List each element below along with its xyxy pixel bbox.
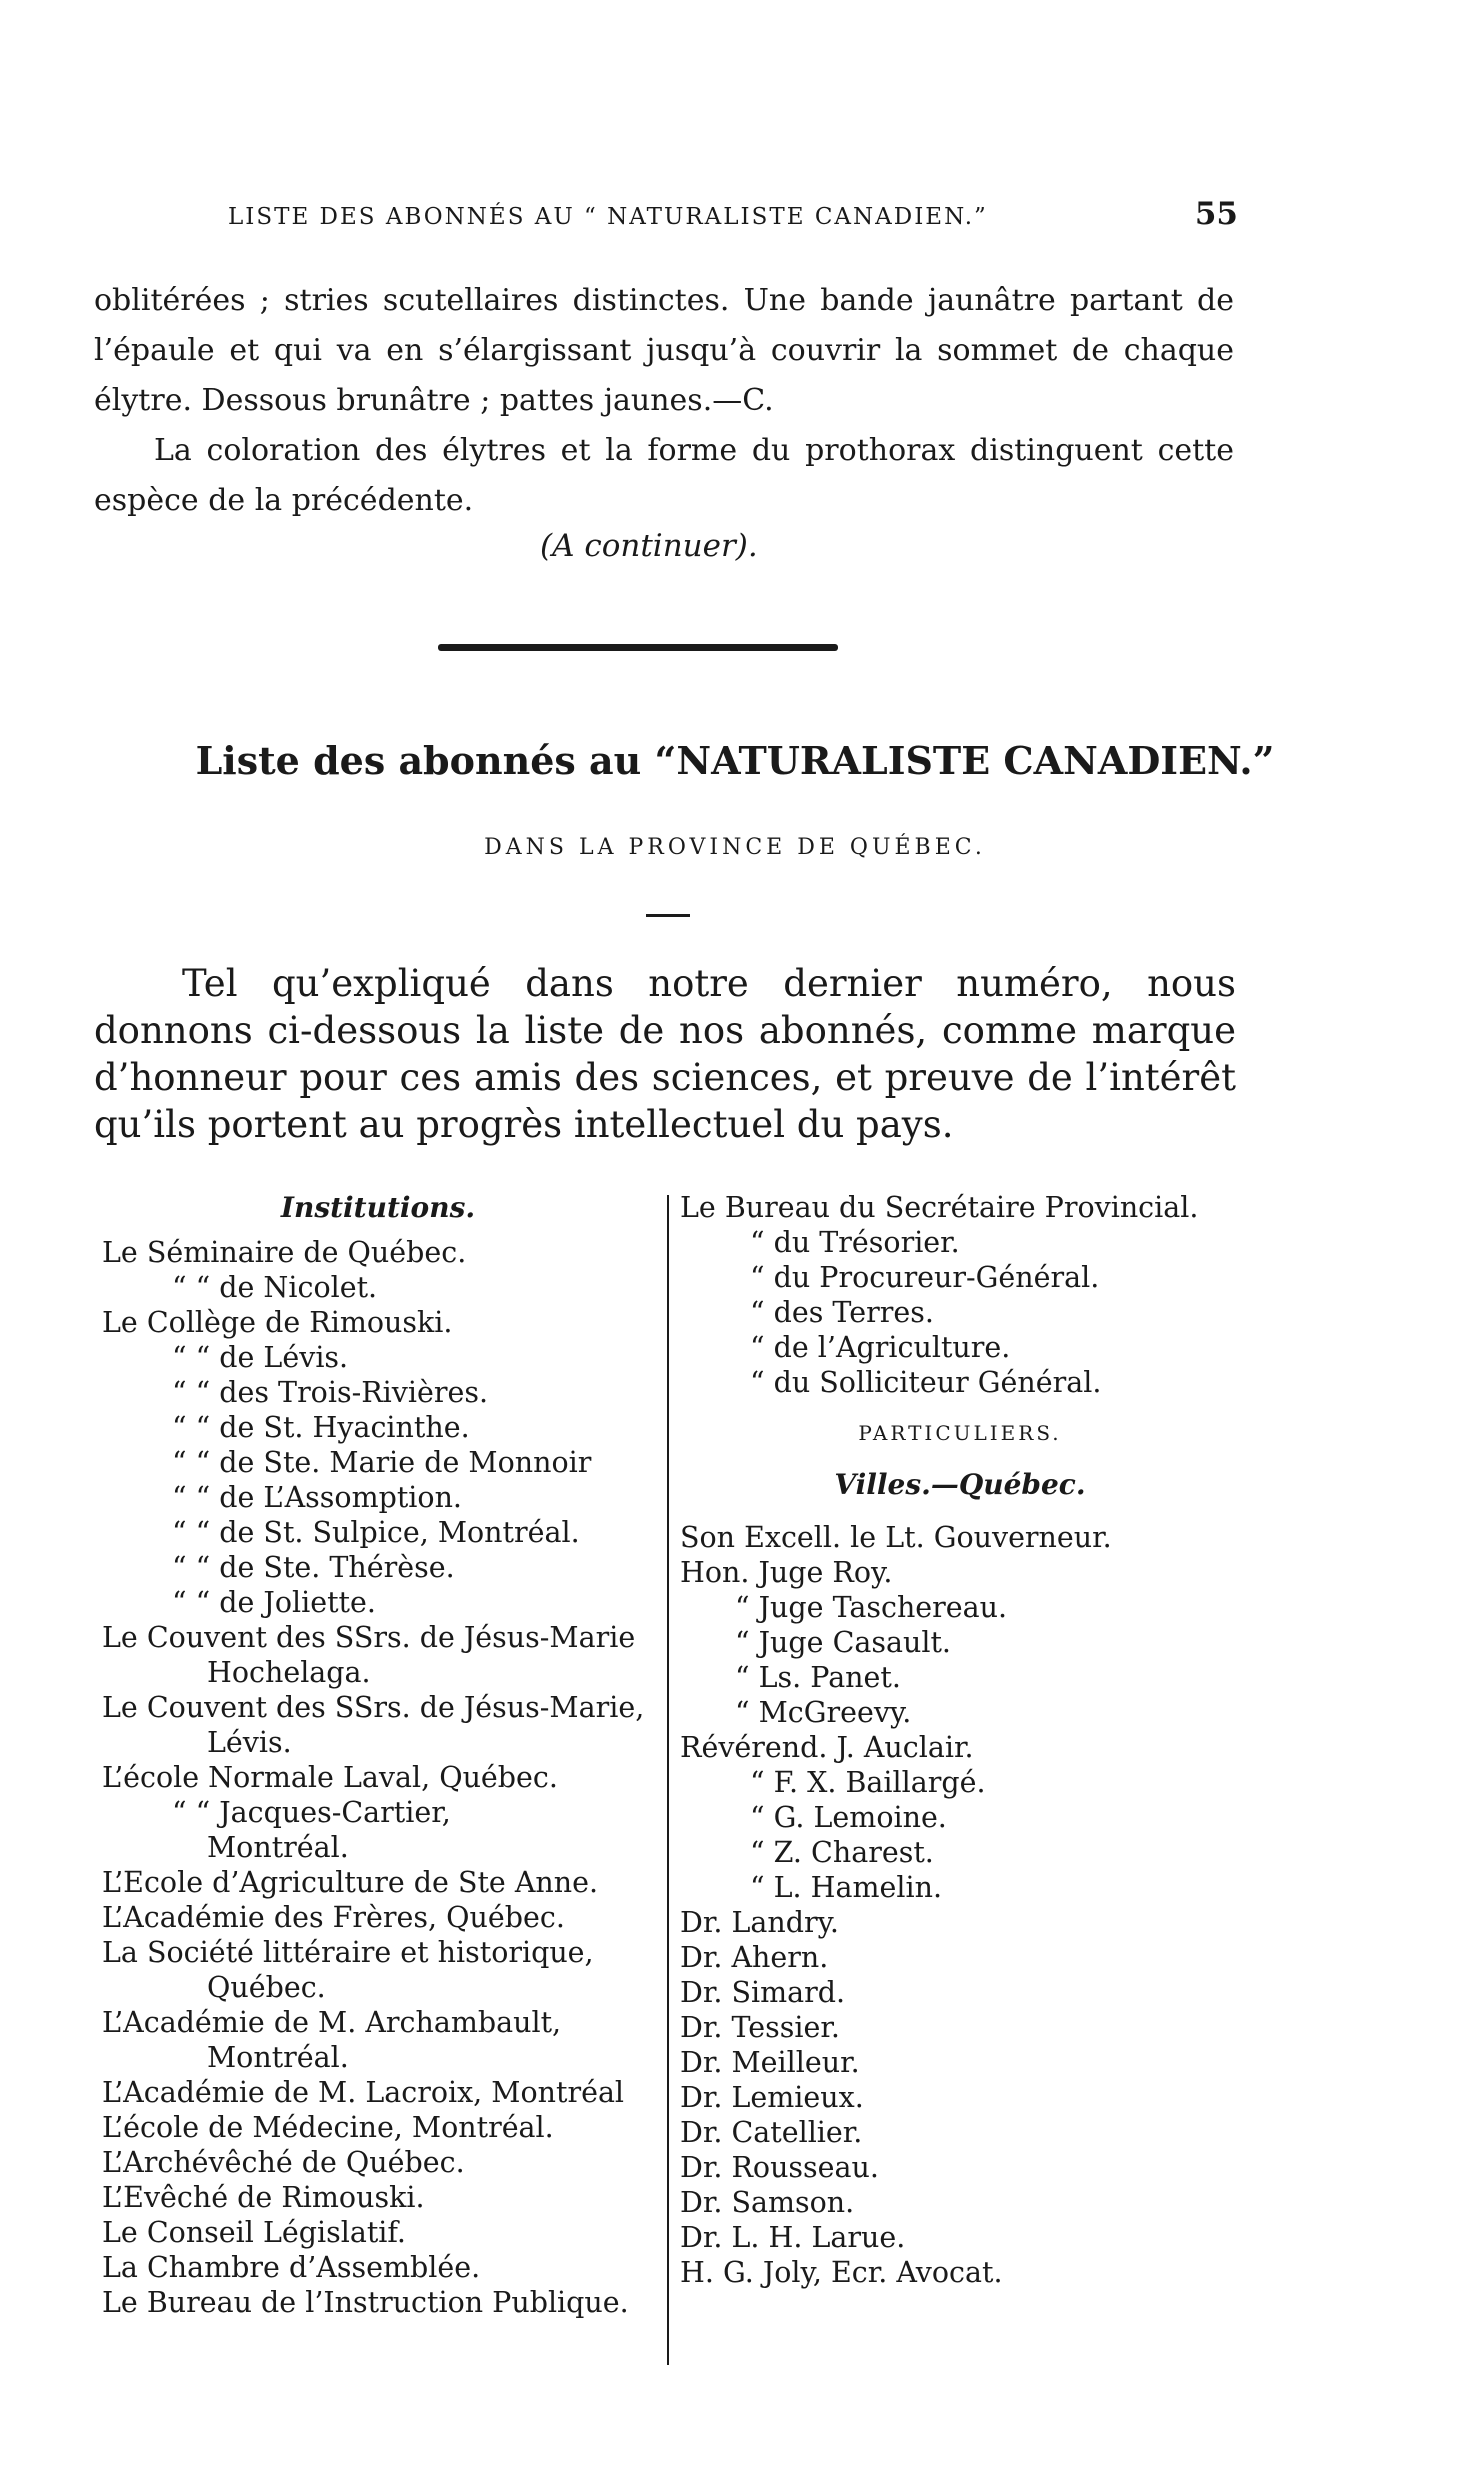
list-item: “ “ de Ste. Marie de Monnoir — [172, 1446, 592, 1479]
list-item: Montréal. — [207, 2041, 349, 2074]
section-divider — [438, 644, 838, 651]
list-item: “ du Solliciteur Général. — [750, 1366, 1102, 1399]
continue-note: (A continuer). — [540, 528, 758, 564]
list-item: “ “ de Nicolet. — [172, 1271, 378, 1304]
page-number: 55 — [1194, 196, 1238, 232]
particuliers-list — [680, 1520, 1240, 2290]
list-item: Dr. Lemieux. — [680, 2081, 864, 2114]
list-title: Liste des abonnés au “NATURALISTE CANADIEN.” — [195, 738, 1275, 783]
list-item: “ “ de Joliette. — [172, 1586, 376, 1619]
list-item: Le Conseil Législatif. — [102, 2216, 406, 2249]
list-item: “ du Trésorier. — [750, 1226, 960, 1259]
list-item: Dr. Tessier. — [680, 2011, 840, 2044]
list-item: L’Evêché de Rimouski. — [102, 2181, 425, 2214]
list-item: Le Séminaire de Québec. — [102, 1236, 467, 1269]
particuliers-heading: PARTICULIERS. — [858, 1421, 1062, 1445]
list-item: Le Couvent des SSrs. de Jésus-Marie — [102, 1621, 636, 1654]
list-item: “ F. X. Baillargé. — [750, 1766, 986, 1799]
list-item: “ des Terres. — [750, 1296, 934, 1329]
list-item: L’école de Médecine, Montréal. — [102, 2111, 554, 2144]
running-title: LISTE DES ABONNÉS AU “ NATURALISTE CANADIEN.” — [228, 204, 988, 230]
list-item: “ L. Hamelin. — [750, 1871, 943, 1904]
list-item: “ “ de St. Sulpice, Montréal. — [172, 1516, 580, 1549]
bureau-list — [680, 1190, 1240, 1400]
list-item: “ “ des Trois-Rivières. — [172, 1376, 489, 1409]
list-item: Dr. Rousseau. — [680, 2151, 879, 2184]
intro-paragraph-2 — [94, 426, 1234, 526]
list-item: “ du Procureur-Général. — [750, 1261, 1100, 1294]
list-item: “ “ Jacques-Cartier, — [172, 1796, 451, 1829]
list-item: La Chambre d’Assemblée. — [102, 2251, 481, 2284]
list-item: “ “ de St. Hyacinthe. — [172, 1411, 470, 1444]
list-item: “ G. Lemoine. — [750, 1801, 947, 1834]
list-item: “ McGreevy. — [735, 1696, 912, 1729]
list-intro-text: Tel qu’expliqué dans notre dernier numéro, nous donnons ci-dessous la liste de nos abonnés, comme marque d’honneur pour ces amis des sciences, et preuve de l’intérêt qu’ils portent au progrès intellectuel du pays. — [94, 962, 1236, 1146]
column-divider — [667, 1195, 669, 2365]
list-item: Hochelaga. — [207, 1656, 371, 1689]
list-item: Le Bureau du Secrétaire Provincial. — [680, 1191, 1199, 1224]
list-item: Dr. Simard. — [680, 1976, 846, 2009]
institutions-list — [102, 1235, 654, 2320]
list-item: “ Juge Casault. — [735, 1626, 951, 1659]
list-item: “ de l’Agriculture. — [750, 1331, 1011, 1364]
intro-paragraph-2-text: La coloration des élytres et la forme du prothorax distinguent cette espèce de la précédente. — [94, 433, 1234, 518]
list-item: “ “ de Ste. Thérèse. — [172, 1551, 455, 1584]
list-item: Dr. Meilleur. — [680, 2046, 860, 2079]
list-item: “ “ de Lévis. — [172, 1341, 349, 1374]
list-intro-paragraph — [94, 960, 1236, 1148]
list-item: L’Ecole d’Agriculture de Ste Anne. — [102, 1866, 599, 1899]
list-item: Dr. Ahern. — [680, 1941, 829, 1974]
list-item: Dr. L. H. Larue. — [680, 2221, 906, 2254]
villes-heading: Villes.—Québec. — [834, 1468, 1086, 1501]
list-item: “ Z. Charest. — [750, 1836, 934, 1869]
list-item: Montréal. — [207, 1831, 349, 1864]
list-item: Dr. Samson. — [680, 2186, 855, 2219]
list-item: L’Archévêché de Québec. — [102, 2146, 465, 2179]
short-rule — [646, 914, 690, 917]
list-item: Dr. Catellier. — [680, 2116, 863, 2149]
list-item: Dr. Landry. — [680, 1906, 839, 1939]
subscribers-column — [680, 1190, 1240, 2290]
list-item: Québec. — [207, 1971, 326, 2004]
list-item: Le Collège de Rimouski. — [102, 1306, 453, 1339]
intro-paragraph-1-text: oblitérées ; stries scutellaires distinctes. Une bande jaunâtre partant de l’épaule et qui va en s’élargissant jusqu’à couvrir la sommet de chaque élytre. Dessous brunâtre ; pattes jaunes.—C. — [94, 283, 1234, 418]
list-item: L’Académie de M. Archambault, — [102, 2006, 562, 2039]
list-item: La Société littéraire et historique, — [102, 1936, 594, 1969]
list-item: Le Couvent des SSrs. de Jésus-Marie, — [102, 1691, 645, 1724]
list-item: “ Juge Taschereau. — [735, 1591, 1008, 1624]
intro-paragraph-1 — [94, 276, 1234, 426]
province-subtitle: DANS LA PROVINCE DE QUÉBEC. — [484, 835, 986, 860]
list-item: L’école Normale Laval, Québec. — [102, 1761, 558, 1794]
list-item: Révérend. J. Auclair. — [680, 1731, 974, 1764]
list-item: “ Ls. Panet. — [735, 1661, 901, 1694]
list-item: “ “ de L’Assomption. — [172, 1481, 462, 1514]
list-item: Son Excell. le Lt. Gouverneur. — [680, 1521, 1112, 1554]
institutions-heading: Institutions. — [280, 1191, 476, 1224]
list-item: L’Académie des Frères, Québec. — [102, 1901, 565, 1934]
institutions-column — [102, 1190, 654, 2320]
list-item: L’Académie de M. Lacroix, Montréal — [102, 2076, 625, 2109]
list-item: Hon. Juge Roy. — [680, 1556, 893, 1589]
list-item: Lévis. — [207, 1726, 292, 1759]
list-item: H. G. Joly, Ecr. Avocat. — [680, 2256, 1003, 2289]
list-item: Le Bureau de l’Instruction Publique. — [102, 2286, 629, 2319]
